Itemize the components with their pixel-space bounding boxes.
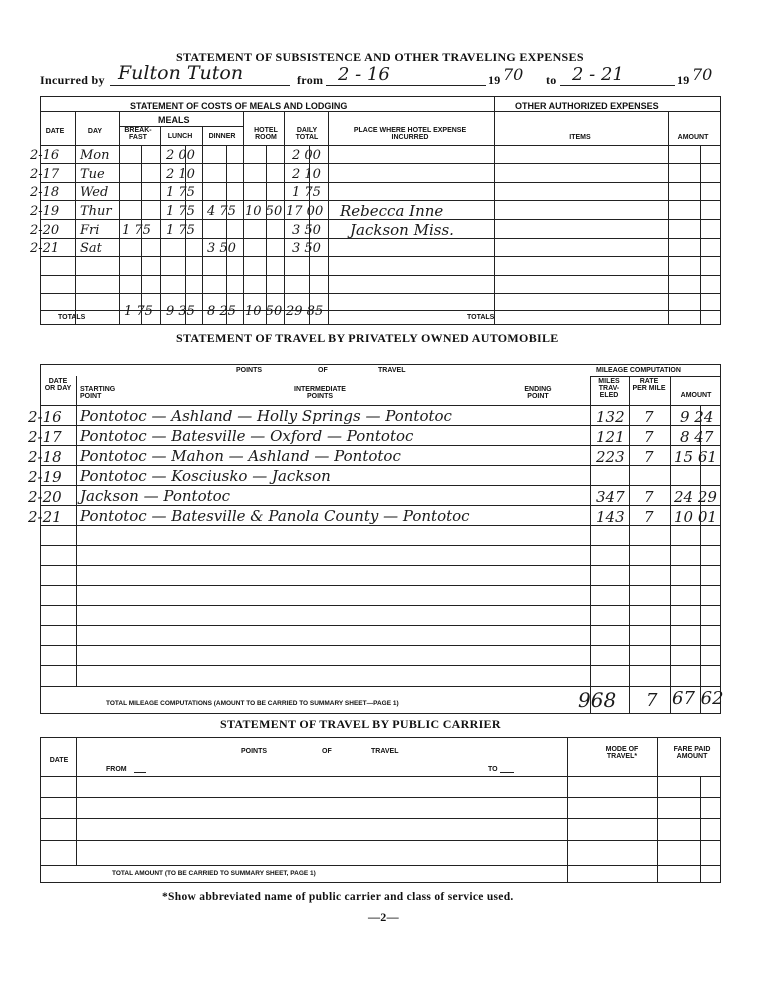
carrier-section-title: STATEMENT OF TRAVEL BY PUBLIC CARRIER [220,717,501,731]
meals-header-daily: DAILY TOTAL [295,127,319,141]
footnote: *Show abbreviated name of public carrier and class of service used. [162,891,514,903]
auto-row-miles: 143 [596,508,625,526]
meals-row-daily: 2 10 [292,167,321,182]
to-year-printed: 19 [677,73,690,87]
carrier-header-from: FROM [106,766,127,773]
meals-header-lunch: LUNCH [167,133,193,140]
meals-row-daily: 3 50 [292,241,321,256]
form-title: STATEMENT OF SUBSISTENCE AND OTHER TRAVELING EXPENSES [176,50,584,64]
auto-row-miles: 132 [596,408,625,426]
auto-row-route: Pontotoc — Ashland — Holly Springs — Pontotoc [80,407,452,425]
auto-row-amount: 10 01 [674,508,717,526]
meals-row-daily: 1 75 [292,185,321,200]
auto-row-date: 2-21 [28,508,62,526]
auto-header-intermediate: INTERMEDIATE POINTS [294,386,346,400]
meals-row-lunch: 1 75 [166,223,195,238]
meals-row-lunch: 2 10 [166,167,195,182]
auto-header-starting: STARTING POINT [80,386,116,400]
meals-row-lunch: 2 00 [166,148,195,163]
auto-total-label: TOTAL MILEAGE COMPUTATIONS (AMOUNT TO BE CARRIED TO SUMMARY SHEET—PAGE 1) [106,700,399,707]
auto-row-date: 2-16 [28,408,62,426]
carrier-header-points: POINTS [241,748,268,755]
meals-row-date: 2-18 [30,185,60,200]
auto-row-route: Pontotoc — Batesville & Panola County — Pontotoc [80,507,470,525]
meals-row-date: 2-17 [30,167,60,182]
meals-header-meals: MEALS [158,115,190,125]
page-number: —2— [368,910,399,924]
other-totals-label: TOTALS [467,314,495,321]
meals-header-day: DAY [87,128,103,135]
meals-row-hotel: 10 50 [245,204,283,219]
meals-row-daily: 2 00 [292,148,321,163]
meals-section-title: STATEMENT OF COSTS OF MEALS AND LODGING [130,101,348,111]
carrier-header-to: TO [488,766,498,773]
meals-row-daily: 3 50 [292,223,321,238]
meals-row-day: Wed [80,185,109,200]
auto-total-amount: 67 62 [672,688,724,709]
auto-row-amount: 24 29 [674,488,717,506]
from-label: from [297,73,324,87]
auto-header-ending: ENDING POINT [524,386,552,400]
meals-row-day: Thur [80,204,112,219]
to-value: 2 - 21 [572,64,624,85]
auto-row-date: 2-20 [28,488,62,506]
from-year-written: 70 [503,65,524,84]
auto-header-amount: AMOUNT [680,392,712,399]
to-year-written: 70 [692,65,713,84]
auto-row-date: 2-17 [28,428,62,446]
meals-total-hotel: 10 50 [245,304,283,319]
auto-header-rate: RATE PER MILE [632,378,666,392]
from-value: 2 - 16 [338,64,390,85]
auto-header-mileage: MILEAGE COMPUTATION [596,367,681,374]
incurred-by-value: Fulton Tuton [118,62,244,84]
auto-section-title: STATEMENT OF TRAVEL BY PRIVATELY OWNED AUTOMOBILE [176,331,559,345]
carrier-header-of: OF [322,748,332,755]
auto-row-rate: 7 [644,508,654,526]
meals-header-place: PLACE WHERE HOTEL EXPENSE INCURRED [353,127,467,141]
meals-row-day: Tue [80,167,105,182]
meals-row-dinner: 4 75 [207,204,236,219]
auto-total-rate: 7 [646,690,658,711]
auto-row-route: Pontotoc — Kosciusko — Jackson [80,467,331,485]
meals-row-lunch: 1 75 [166,204,195,219]
meals-row-dinner: 3 50 [207,241,236,256]
meals-total-lunch: 9 35 [166,304,195,319]
carrier-header-travel: TRAVEL [371,748,399,755]
from-year-printed: 19 [488,73,501,87]
auto-row-amount: 9 24 [680,408,714,426]
meals-row-date: 2-21 [30,241,60,256]
auto-row-rate: 7 [644,448,654,466]
auto-header-travel: TRAVEL [378,367,406,374]
meals-total-dinner: 8 25 [207,304,236,319]
auto-header-of: OF [318,367,328,374]
auto-row-miles: 347 [596,488,625,506]
meals-row-day: Fri [80,223,100,238]
auto-row-rate: 7 [644,428,654,446]
carrier-total-label: TOTAL AMOUNT (TO BE CARRIED TO SUMMARY SHEET, PAGE 1) [112,870,316,877]
auto-row-route: Jackson — Pontotoc [80,487,231,505]
meals-header-date: DATE [45,128,65,135]
meals-row-date: 2-16 [30,148,60,163]
meals-header-items: ITEMS [569,134,591,141]
meals-row-place: Jackson Miss. [350,221,454,239]
auto-row-date: 2-18 [28,448,62,466]
meals-row-daily: 17 00 [286,204,324,219]
meals-row-date: 2-20 [30,223,60,238]
auto-row-miles: 121 [596,428,625,446]
meals-row-breakfast: 1 75 [122,223,151,238]
auto-row-amount: 15 61 [674,448,717,466]
auto-row-route: Pontotoc — Batesville — Oxford — Pontotoc [80,427,414,445]
to-label: to [546,73,557,87]
carrier-header-date: DATE [49,757,69,764]
auto-row-route: Pontotoc — Mahon — Ashland — Pontotoc [80,447,401,465]
auto-header-miles: MILES TRAV-ELED [598,378,620,399]
meals-header-dinner: DINNER [208,133,236,140]
other-expenses-title: OTHER AUTHORIZED EXPENSES [515,101,659,111]
meals-row-place: Rebecca Inne [340,202,444,220]
meals-total-breakfast: 1 75 [124,304,153,319]
meals-total-daily: 29 85 [286,304,324,319]
auto-row-rate: 7 [644,488,654,506]
auto-total-miles: 968 [578,688,617,712]
meals-header-amount: AMOUNT [677,134,709,141]
carrier-header-mode: MODE OF TRAVEL* [605,746,639,760]
auto-header-points: POINTS [236,367,263,374]
incurred-by-label: Incurred by [40,73,105,87]
auto-row-date: 2-19 [28,468,62,486]
carrier-header-fare: FARE PAID AMOUNT [673,746,711,760]
auto-row-amount: 8 47 [680,428,714,446]
meals-row-day: Mon [80,148,110,163]
meals-row-day: Sat [80,241,102,256]
meals-totals-label: TOTALS [58,314,86,321]
meals-row-lunch: 1 75 [166,185,195,200]
auto-header-date: DATE OR DAY [44,378,72,392]
meals-header-hotel: HOTEL ROOM [254,127,278,141]
meals-header-breakfast: BREAK-FAST [124,127,152,141]
auto-row-miles: 223 [596,448,625,466]
meals-row-date: 2-19 [30,204,60,219]
auto-row-rate: 7 [644,408,654,426]
